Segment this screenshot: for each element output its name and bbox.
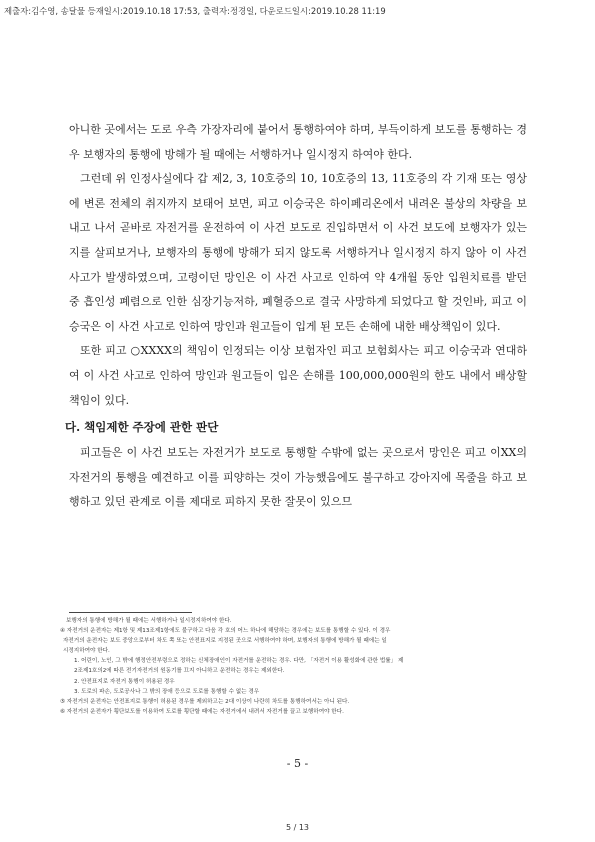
footnote-line: 보행자의 통행에 방해가 될 때에는 서행하거나 일시정지하여야 한다.	[66, 618, 232, 624]
body-paragraph: 그런데 위 인정사실에다 갑 제2, 3, 10호증의 10, 10호증의 13, 11호증의 각 기재 또는 영상에 변론 전체의 취지까지 보태어 보면, 피고 이승국은 하이페리온에서 내려온 불상의 차량을 보내고 나서 곧바로 자전거를 운전하여 이 사건 보도로 진입하면서 이 사건 보도에 보행자가 있는지를 살피보거나, 보행자의 통행에 방해가 되지 않도록 서행하거나 일시정지 하지 않아 이 사건 사고가 발생하였으며, 고령이던 망인은 이 사건 사고로 인하여 약 4개월 동안 입원치료를 받던 중 흡인성 폐렴으로 인한 심장기능저하, 폐혈증으로 결국 사망하게 되었다고 할 것인바, 피고 이승국은 이 사건 사고로 인하여 망인과 원고들이 입게 된 모든 손해에 내한 배상책임이 있다.	[69, 172, 527, 333]
section-heading: 다. 책임제한 주장에 관한 판단	[65, 420, 219, 435]
footnote-line: 2조제1호의2에 따른 전기자전거의 원동기를 끄지 아니하고 운전하는 경우는 제외한다.	[74, 668, 285, 675]
footnote-line: ⑤ 자전거의 운전자는 안전표지로 통행이 허용된 경우를 제외하고는 2대 이상이 나란히 차도를 통행하여서는 아니 된다.	[60, 698, 350, 705]
footnotes	[60, 616, 530, 717]
footnote-line: 시정지하여야 한다.	[63, 648, 110, 655]
footnote-line: ④ 자전거의 운전자는 제1항 및 제13조제1항에도 불구하고 다음 각 호의 어느 하나에 해당하는 경우에는 보도를 통행할 수 있다. 이 경우	[60, 628, 391, 635]
document-meta-header: 제출자:김수영, 송달물 등재일시:2019.10.18 17:53, 출력자:정경일, 다운로드일시:2019.10.28 11:19	[4, 6, 386, 16]
document-body	[65, 118, 527, 515]
footnote-line: ⑥ 자전거의 운전자가 횡단보도를 이용하여 도로를 횡단할 때에는 자전거에서 내려서 자전거를 끌고 보행하여야 한다.	[60, 708, 344, 715]
page-count: 5 / 13	[285, 823, 310, 832]
page-number: - 5 -	[286, 757, 309, 770]
footnote-line: 1. 어린이, 노인, 그 밖에 행정안전부령으로 정하는 신체장애인이 자전거를 운전하는 경우. 다만, 「자전거 이용 활성화에 관한 법률」 제	[74, 658, 404, 665]
body-paragraph: 또한 피고 ○XXXX의 책임이 인정되는 이상 보험자인 피고 보험회사는 피고 이승국과 연대하여 이 사건 사고로 인하여 망인과 원고들이 입은 손해를 100,000,000원의 한도 내에서 배상할 책임이 있다.	[69, 344, 527, 407]
footnote-line: 3. 도로의 파손, 도로공사나 그 밖의 장애 등으로 도로를 통행할 수 없는 경우	[74, 688, 260, 695]
footnote-line: 자전거의 운전자는 보도 중앙으로부터 차도 쪽 또는 안전표지로 지정된 곳으로 서행하여야 하며, 보행자의 통행에 방해가 될 때에는 일	[63, 638, 387, 645]
footnote-divider	[69, 612, 192, 613]
body-paragraph: 피고들은 이 사건 보도는 자전거가 보도로 통행할 수밖에 없는 곳으로서 망인은 피고 이XX의 자전거의 통행을 예견하고 이를 피양하는 것이 가능했음에도 불구하고 강아지에 목줄을 하고 보행하고 있던 관계로 이를 제대로 피하지 못한 잘못이 있으므	[69, 446, 527, 509]
body-paragraph: 아니한 곳에서는 도로 우측 가장자리에 붙어서 통행하여야 하며, 부득이하게 보도를 통행하는 경우 보행자의 통행에 방해가 될 때에는 서행하거나 일시정지 하여야 한다.	[69, 123, 527, 161]
footnote-line: 2. 안전표지로 자전거 통행이 허용된 경우	[74, 678, 175, 685]
